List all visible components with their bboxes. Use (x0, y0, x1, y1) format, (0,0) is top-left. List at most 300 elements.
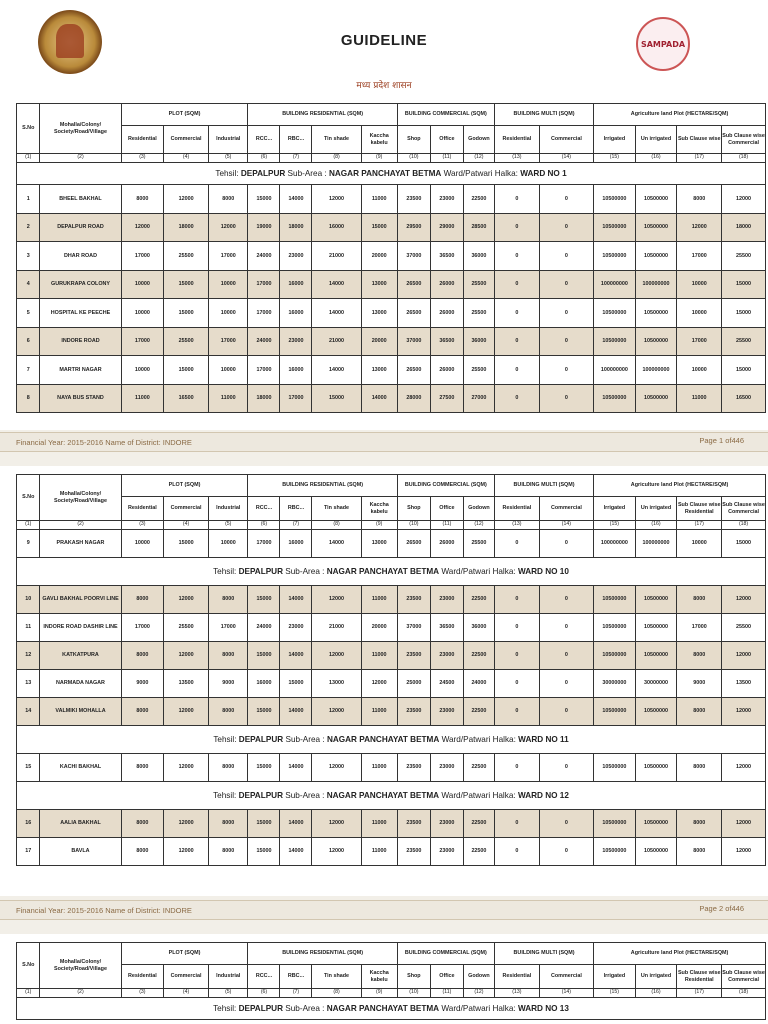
rate-cell: 12000 (312, 698, 361, 726)
rate-cell: 10500000 (594, 614, 636, 642)
rate-cell: 10000 (121, 530, 164, 558)
table-row (17, 327, 766, 356)
rate-cell: 10500000 (594, 586, 636, 614)
rate-cell: 100000000 (635, 356, 677, 385)
column-number: (16) (635, 521, 677, 530)
column-number: (10) (397, 154, 430, 163)
rate-cell: 17000 (280, 384, 312, 413)
rate-cell: 10500000 (635, 754, 677, 782)
rate-cell: 24000 (248, 327, 280, 356)
rate-cell: 12000 (722, 185, 766, 214)
rate-cell: 15000 (164, 356, 209, 385)
col-irrigated: Irrigated (594, 497, 636, 521)
column-number: (1) (17, 154, 40, 163)
rate-cell: 25000 (397, 670, 430, 698)
rate-cell: 15000 (722, 270, 766, 299)
table-row (17, 642, 766, 670)
rate-cell: 0 (539, 670, 593, 698)
rate-cell: 25500 (722, 614, 766, 642)
rate-cell: 10500000 (635, 698, 677, 726)
rate-cell: 25500 (164, 242, 209, 271)
rate-cell: 37000 (397, 327, 430, 356)
rate-cell: 12000 (164, 810, 209, 838)
rate-cell: 15000 (164, 530, 209, 558)
locality-name-cell: NAYA BUS STAND (40, 384, 121, 413)
rate-cell: 0 (494, 838, 539, 866)
col-kaccha-kabelu: Kaccha kabelu (361, 497, 397, 521)
rate-cell: 12000 (164, 838, 209, 866)
column-number: (9) (361, 154, 397, 163)
col-rcc: RCC... (248, 965, 280, 989)
rate-cell: 11000 (677, 384, 722, 413)
column-number: (13) (494, 989, 539, 998)
rate-cell: 25500 (463, 270, 494, 299)
table-row (17, 838, 766, 866)
section-heading (17, 558, 766, 586)
rate-cell: 24500 (430, 670, 463, 698)
rate-cell: 8000 (208, 810, 248, 838)
table-row (17, 754, 766, 782)
col-plot: PLOT (SQM) (121, 475, 248, 497)
locality-name-cell: GAVLI BAKHAL POORVI LINE (40, 586, 121, 614)
rate-cell: 12000 (361, 670, 397, 698)
table-row (17, 614, 766, 642)
table-row (17, 213, 766, 242)
rate-cell: 23500 (397, 185, 430, 214)
rate-cell: 8000 (208, 586, 248, 614)
rate-cell: 11000 (208, 384, 248, 413)
col-office: Office (430, 965, 463, 989)
column-number: (16) (635, 154, 677, 163)
sampada-logo: SAMPADA (636, 17, 690, 71)
rate-cell: 26500 (397, 270, 430, 299)
locality-name-cell: HOSPITAL KE PEECHE (40, 299, 121, 328)
rate-cell: 8000 (208, 698, 248, 726)
rate-cell: 0 (494, 754, 539, 782)
rate-cell: 8000 (121, 838, 164, 866)
rate-cell: 0 (539, 614, 593, 642)
rate-cell: 23500 (397, 698, 430, 726)
section-heading (17, 782, 766, 810)
rate-cell: 11000 (361, 642, 397, 670)
rate-cell: 15000 (312, 384, 361, 413)
rate-cell: 10000 (677, 299, 722, 328)
table-row (17, 299, 766, 328)
col-mohalla: Mohalla/Colony/ Society/Road/Village (40, 104, 121, 154)
locality-name-cell: NARMADA NAGAR (40, 670, 121, 698)
section-heading (17, 726, 766, 754)
section-area: NAGAR PANCHAYAT BETMA (326, 566, 440, 576)
rate-cell: 8000 (677, 586, 722, 614)
locality-name-cell: KACHI BAKHAL (40, 754, 121, 782)
rate-cell: 23500 (397, 642, 430, 670)
locality-name-cell: INDORE ROAD (40, 327, 121, 356)
col-building-multi: BUILDING MULTI (SQM) (494, 104, 593, 126)
section-mid: Sub-Area : (283, 1003, 327, 1013)
rate-cell: 100000000 (594, 356, 636, 385)
locality-name-cell: BHEEL BAKHAL (40, 185, 121, 214)
rate-cell: 10500000 (635, 810, 677, 838)
section-ward-label: Ward/Patwari Halka: (439, 566, 518, 576)
section-area: NAGAR PANCHAYAT BETMA (326, 790, 440, 800)
rate-cell: 0 (539, 299, 593, 328)
section-ward-label: Ward/Patwari Halka: (439, 734, 519, 744)
rate-cell: 17000 (248, 299, 280, 328)
rate-cell: 23000 (430, 810, 463, 838)
section-prefix: Tehsil: (215, 168, 241, 178)
rate-cell: 100000000 (635, 270, 677, 299)
rate-cell: 15000 (248, 642, 280, 670)
rate-cell: 23000 (430, 586, 463, 614)
rate-cell: 0 (494, 670, 539, 698)
column-number-row (17, 154, 766, 163)
rate-cell: 10500000 (594, 642, 636, 670)
rate-cell: 12000 (722, 754, 766, 782)
rate-cell: 15000 (248, 586, 280, 614)
document-page-3 (0, 934, 768, 1024)
section-prefix: Tehsil: (213, 790, 239, 800)
serial-number-cell: 11 (17, 614, 40, 642)
rate-cell: 15000 (248, 838, 280, 866)
rate-cell: 12000 (164, 586, 209, 614)
rate-cell: 37000 (397, 614, 430, 642)
rate-cell: 12000 (722, 810, 766, 838)
rate-cell: 0 (494, 384, 539, 413)
column-number: (12) (463, 989, 494, 998)
rate-cell: 13000 (361, 356, 397, 385)
rate-cell: 8000 (677, 642, 722, 670)
rate-cell: 8000 (121, 698, 164, 726)
rate-cell: 17000 (248, 356, 280, 385)
column-number: (10) (397, 521, 430, 530)
rate-cell: 23000 (430, 642, 463, 670)
column-number: (11) (430, 154, 463, 163)
rate-cell: 12000 (312, 586, 361, 614)
rate-cell: 8000 (677, 810, 722, 838)
rate-cell: 10500000 (594, 698, 636, 726)
rate-cell: 15000 (722, 530, 766, 558)
column-number: (9) (361, 521, 397, 530)
serial-number-cell: 16 (17, 810, 40, 838)
col-shop: Shop (397, 965, 430, 989)
col-plot: PLOT (SQM) (121, 943, 248, 965)
rate-cell: 21000 (312, 242, 361, 271)
rate-cell: 25500 (463, 530, 494, 558)
rate-cell: 12000 (677, 213, 722, 242)
col-tin-shade: Tin shade (312, 965, 361, 989)
rate-cell: 100000000 (594, 530, 636, 558)
col-multi-residential: Residential (494, 965, 539, 989)
rate-cell: 0 (539, 642, 593, 670)
rate-cell: 14000 (280, 754, 312, 782)
page-header (0, 0, 768, 100)
column-number: (11) (430, 989, 463, 998)
column-number-row (17, 521, 766, 530)
column-number: (8) (312, 154, 361, 163)
rate-cell: 0 (539, 838, 593, 866)
col-plot: PLOT (SQM) (121, 104, 248, 126)
rate-cell: 11000 (361, 838, 397, 866)
rate-cell: 0 (494, 614, 539, 642)
rate-cell: 16500 (164, 384, 209, 413)
col-multi-commercial: Commercial (539, 497, 593, 521)
rate-cell: 12000 (722, 642, 766, 670)
rate-cell: 12000 (164, 642, 209, 670)
rate-cell: 29000 (430, 213, 463, 242)
rate-cell: 17000 (248, 530, 280, 558)
section-ward-label: Ward/Patwari Halka: (439, 1003, 518, 1013)
column-number: (6) (248, 154, 280, 163)
col-building-multi: BUILDING MULTI (SQM) (494, 943, 593, 965)
rate-cell: 8000 (677, 698, 722, 726)
column-number: (6) (248, 989, 280, 998)
rate-cell: 0 (494, 698, 539, 726)
rate-cell: 22500 (463, 586, 494, 614)
col-residential: Residential (121, 126, 164, 154)
rate-cell: 10500000 (635, 586, 677, 614)
rate-cell: 0 (494, 242, 539, 271)
rate-cell: 14000 (312, 299, 361, 328)
rate-cell: 0 (494, 530, 539, 558)
rate-cell: 16000 (280, 356, 312, 385)
rate-cell: 18000 (722, 213, 766, 242)
rate-cell: 12000 (312, 642, 361, 670)
rate-cell: 27000 (463, 384, 494, 413)
rate-cell: 13000 (312, 670, 361, 698)
column-number: (10) (397, 989, 430, 998)
column-number: (5) (208, 989, 248, 998)
rate-cell: 10500000 (635, 838, 677, 866)
rate-cell: 0 (494, 327, 539, 356)
rate-cell: 22500 (463, 754, 494, 782)
rate-cell: 21000 (312, 327, 361, 356)
rate-cell: 10500000 (594, 242, 636, 271)
rate-cell: 100000000 (635, 530, 677, 558)
rate-cell: 8000 (677, 754, 722, 782)
section-ward-label: Ward/Patwari Halka: (439, 790, 518, 800)
column-number: (12) (463, 154, 494, 163)
section-heading-row (17, 558, 766, 586)
table-row (17, 242, 766, 271)
rate-cell: 16000 (312, 213, 361, 242)
serial-number-cell: 3 (17, 242, 40, 271)
column-number: (9) (361, 989, 397, 998)
col-unirrigated: Un irrigated (635, 965, 677, 989)
rate-cell: 25500 (164, 327, 209, 356)
rate-cell: 10000 (121, 299, 164, 328)
document-page-1 (0, 0, 768, 447)
rate-cell: 15000 (722, 356, 766, 385)
document-page-2 (0, 466, 768, 896)
rate-cell: 11000 (361, 698, 397, 726)
serial-number-cell: 7 (17, 356, 40, 385)
serial-number-cell: 13 (17, 670, 40, 698)
rate-cell: 13000 (361, 530, 397, 558)
serial-number-cell: 10 (17, 586, 40, 614)
rate-cell: 23000 (430, 698, 463, 726)
section-mid: Sub-Area : (283, 790, 327, 800)
column-number: (5) (208, 521, 248, 530)
rate-cell: 25500 (722, 327, 766, 356)
rate-cell: 25500 (164, 614, 209, 642)
rate-cell: 30000000 (594, 670, 636, 698)
rate-cell: 15000 (248, 810, 280, 838)
rate-cell: 22500 (463, 698, 494, 726)
rate-cell: 12000 (312, 754, 361, 782)
rate-cell: 9000 (208, 670, 248, 698)
rate-cell: 0 (494, 810, 539, 838)
column-number: (16) (635, 989, 677, 998)
rate-cell: 8000 (121, 642, 164, 670)
table-row (17, 384, 766, 413)
rate-cell: 0 (539, 327, 593, 356)
col-subclause-residential: Sub Clause wise (677, 126, 722, 154)
col-godown: Godown (463, 965, 494, 989)
rate-cell: 10000 (208, 356, 248, 385)
rate-cell: 14000 (361, 384, 397, 413)
col-building-commercial: BUILDING COMMERCIAL (SQM) (397, 943, 494, 965)
col-industrial: Industrial (208, 965, 248, 989)
col-agriculture: Agriculture land Plot (HECTARE/SQM) (594, 475, 766, 497)
rate-cell: 17000 (208, 614, 248, 642)
column-number: (7) (280, 521, 312, 530)
locality-name-cell: BAVLA (40, 838, 121, 866)
locality-name-cell: PRAKASH NAGAR (40, 530, 121, 558)
serial-number-cell: 4 (17, 270, 40, 299)
rate-cell: 0 (539, 530, 593, 558)
rate-cell: 37000 (397, 242, 430, 271)
col-industrial: Industrial (208, 497, 248, 521)
col-multi-commercial: Commercial (539, 965, 593, 989)
serial-number-cell: 6 (17, 327, 40, 356)
rate-cell: 10000 (121, 270, 164, 299)
serial-number-cell: 14 (17, 698, 40, 726)
rate-cell: 36500 (430, 242, 463, 271)
footer-financial-year: Financial Year: 2015-2016 Name of District: INDORE (16, 438, 192, 447)
section-mid: Sub-Area : (285, 168, 329, 178)
table-row (17, 270, 766, 299)
column-number: (4) (164, 521, 209, 530)
rate-cell: 15000 (248, 185, 280, 214)
col-residential: Residential (121, 497, 164, 521)
rate-cell: 10500000 (594, 327, 636, 356)
rate-cell: 10500000 (594, 810, 636, 838)
rate-cell: 27500 (430, 384, 463, 413)
section-heading-row (17, 163, 766, 185)
column-number: (3) (121, 989, 164, 998)
rate-cell: 14000 (280, 642, 312, 670)
rate-cell: 0 (494, 299, 539, 328)
rate-cell: 12000 (164, 698, 209, 726)
rate-cell: 36500 (430, 327, 463, 356)
column-number: (1) (17, 989, 40, 998)
rate-cell: 10500000 (635, 299, 677, 328)
rate-cell: 10500000 (594, 185, 636, 214)
rate-cell: 10500000 (594, 213, 636, 242)
footer-financial-year: Financial Year: 2015-2016 Name of District: INDORE (16, 906, 192, 915)
rate-cell: 11000 (361, 586, 397, 614)
rate-cell: 12000 (164, 185, 209, 214)
col-residential: Residential (121, 965, 164, 989)
col-building-commercial: BUILDING COMMERCIAL (SQM) (397, 475, 494, 497)
section-mid: Sub-Area : (283, 734, 327, 744)
rate-cell: 8000 (677, 838, 722, 866)
table-row (17, 698, 766, 726)
col-subclause-commercial: Sub Clause wise Commercial (722, 126, 766, 154)
rate-cell: 14000 (312, 530, 361, 558)
footer-page-number: Page 2 of446 (699, 904, 744, 913)
rate-cell: 10500000 (635, 327, 677, 356)
serial-number-cell: 8 (17, 384, 40, 413)
col-commercial: Commercial (164, 497, 209, 521)
guideline-table (16, 103, 766, 413)
rate-cell: 15000 (248, 754, 280, 782)
rate-cell: 36000 (463, 614, 494, 642)
column-number: (18) (722, 989, 766, 998)
col-mohalla: Mohalla/Colony/ Society/Road/Village (40, 475, 121, 521)
page-footer (0, 432, 768, 452)
rate-cell: 36000 (463, 242, 494, 271)
rate-cell: 0 (539, 754, 593, 782)
locality-name-cell: GURUKRAPA COLONY (40, 270, 121, 299)
column-number: (17) (677, 154, 722, 163)
rate-cell: 0 (539, 810, 593, 838)
rate-cell: 17000 (208, 242, 248, 271)
section-heading-row (17, 782, 766, 810)
column-number: (8) (312, 989, 361, 998)
serial-number-cell: 17 (17, 838, 40, 866)
rate-cell: 10500000 (635, 185, 677, 214)
section-tehsil: DEPALPUR (238, 566, 284, 576)
table-row (17, 586, 766, 614)
col-building-residential: BUILDING RESIDENTIAL (SQM) (248, 943, 397, 965)
rate-cell: 8000 (208, 754, 248, 782)
col-office: Office (430, 497, 463, 521)
page-footer (0, 900, 768, 920)
rate-cell: 14000 (280, 586, 312, 614)
col-unirrigated: Un irrigated (635, 497, 677, 521)
rate-cell: 11000 (361, 810, 397, 838)
rate-cell: 13500 (722, 670, 766, 698)
section-heading-row (17, 726, 766, 754)
col-sno: S.No (17, 104, 40, 154)
rate-cell: 17000 (677, 242, 722, 271)
rate-cell: 10000 (121, 356, 164, 385)
rate-cell: 14000 (280, 698, 312, 726)
col-tin-shade: Tin shade (312, 497, 361, 521)
column-number: (12) (463, 521, 494, 530)
rate-cell: 22500 (463, 642, 494, 670)
rate-cell: 15000 (248, 698, 280, 726)
rate-cell: 28500 (463, 213, 494, 242)
rate-cell: 36000 (463, 327, 494, 356)
column-number: (18) (722, 521, 766, 530)
rate-cell: 15000 (164, 270, 209, 299)
rate-cell: 22500 (463, 838, 494, 866)
col-shop: Shop (397, 497, 430, 521)
section-tehsil: DEPALPUR (238, 1003, 284, 1013)
rate-cell: 10000 (208, 530, 248, 558)
rate-cell: 23000 (280, 327, 312, 356)
col-unirrigated: Un irrigated (635, 126, 677, 154)
rate-cell: 0 (494, 185, 539, 214)
col-tin-shade: Tin shade (312, 126, 361, 154)
col-mohalla: Mohalla/Colony/ Society/Road/Village (40, 943, 121, 989)
section-prefix: Tehsil: (213, 734, 239, 744)
section-ward: WARD NO 11 (518, 734, 569, 744)
rate-cell: 16500 (722, 384, 766, 413)
rate-cell: 11000 (121, 384, 164, 413)
